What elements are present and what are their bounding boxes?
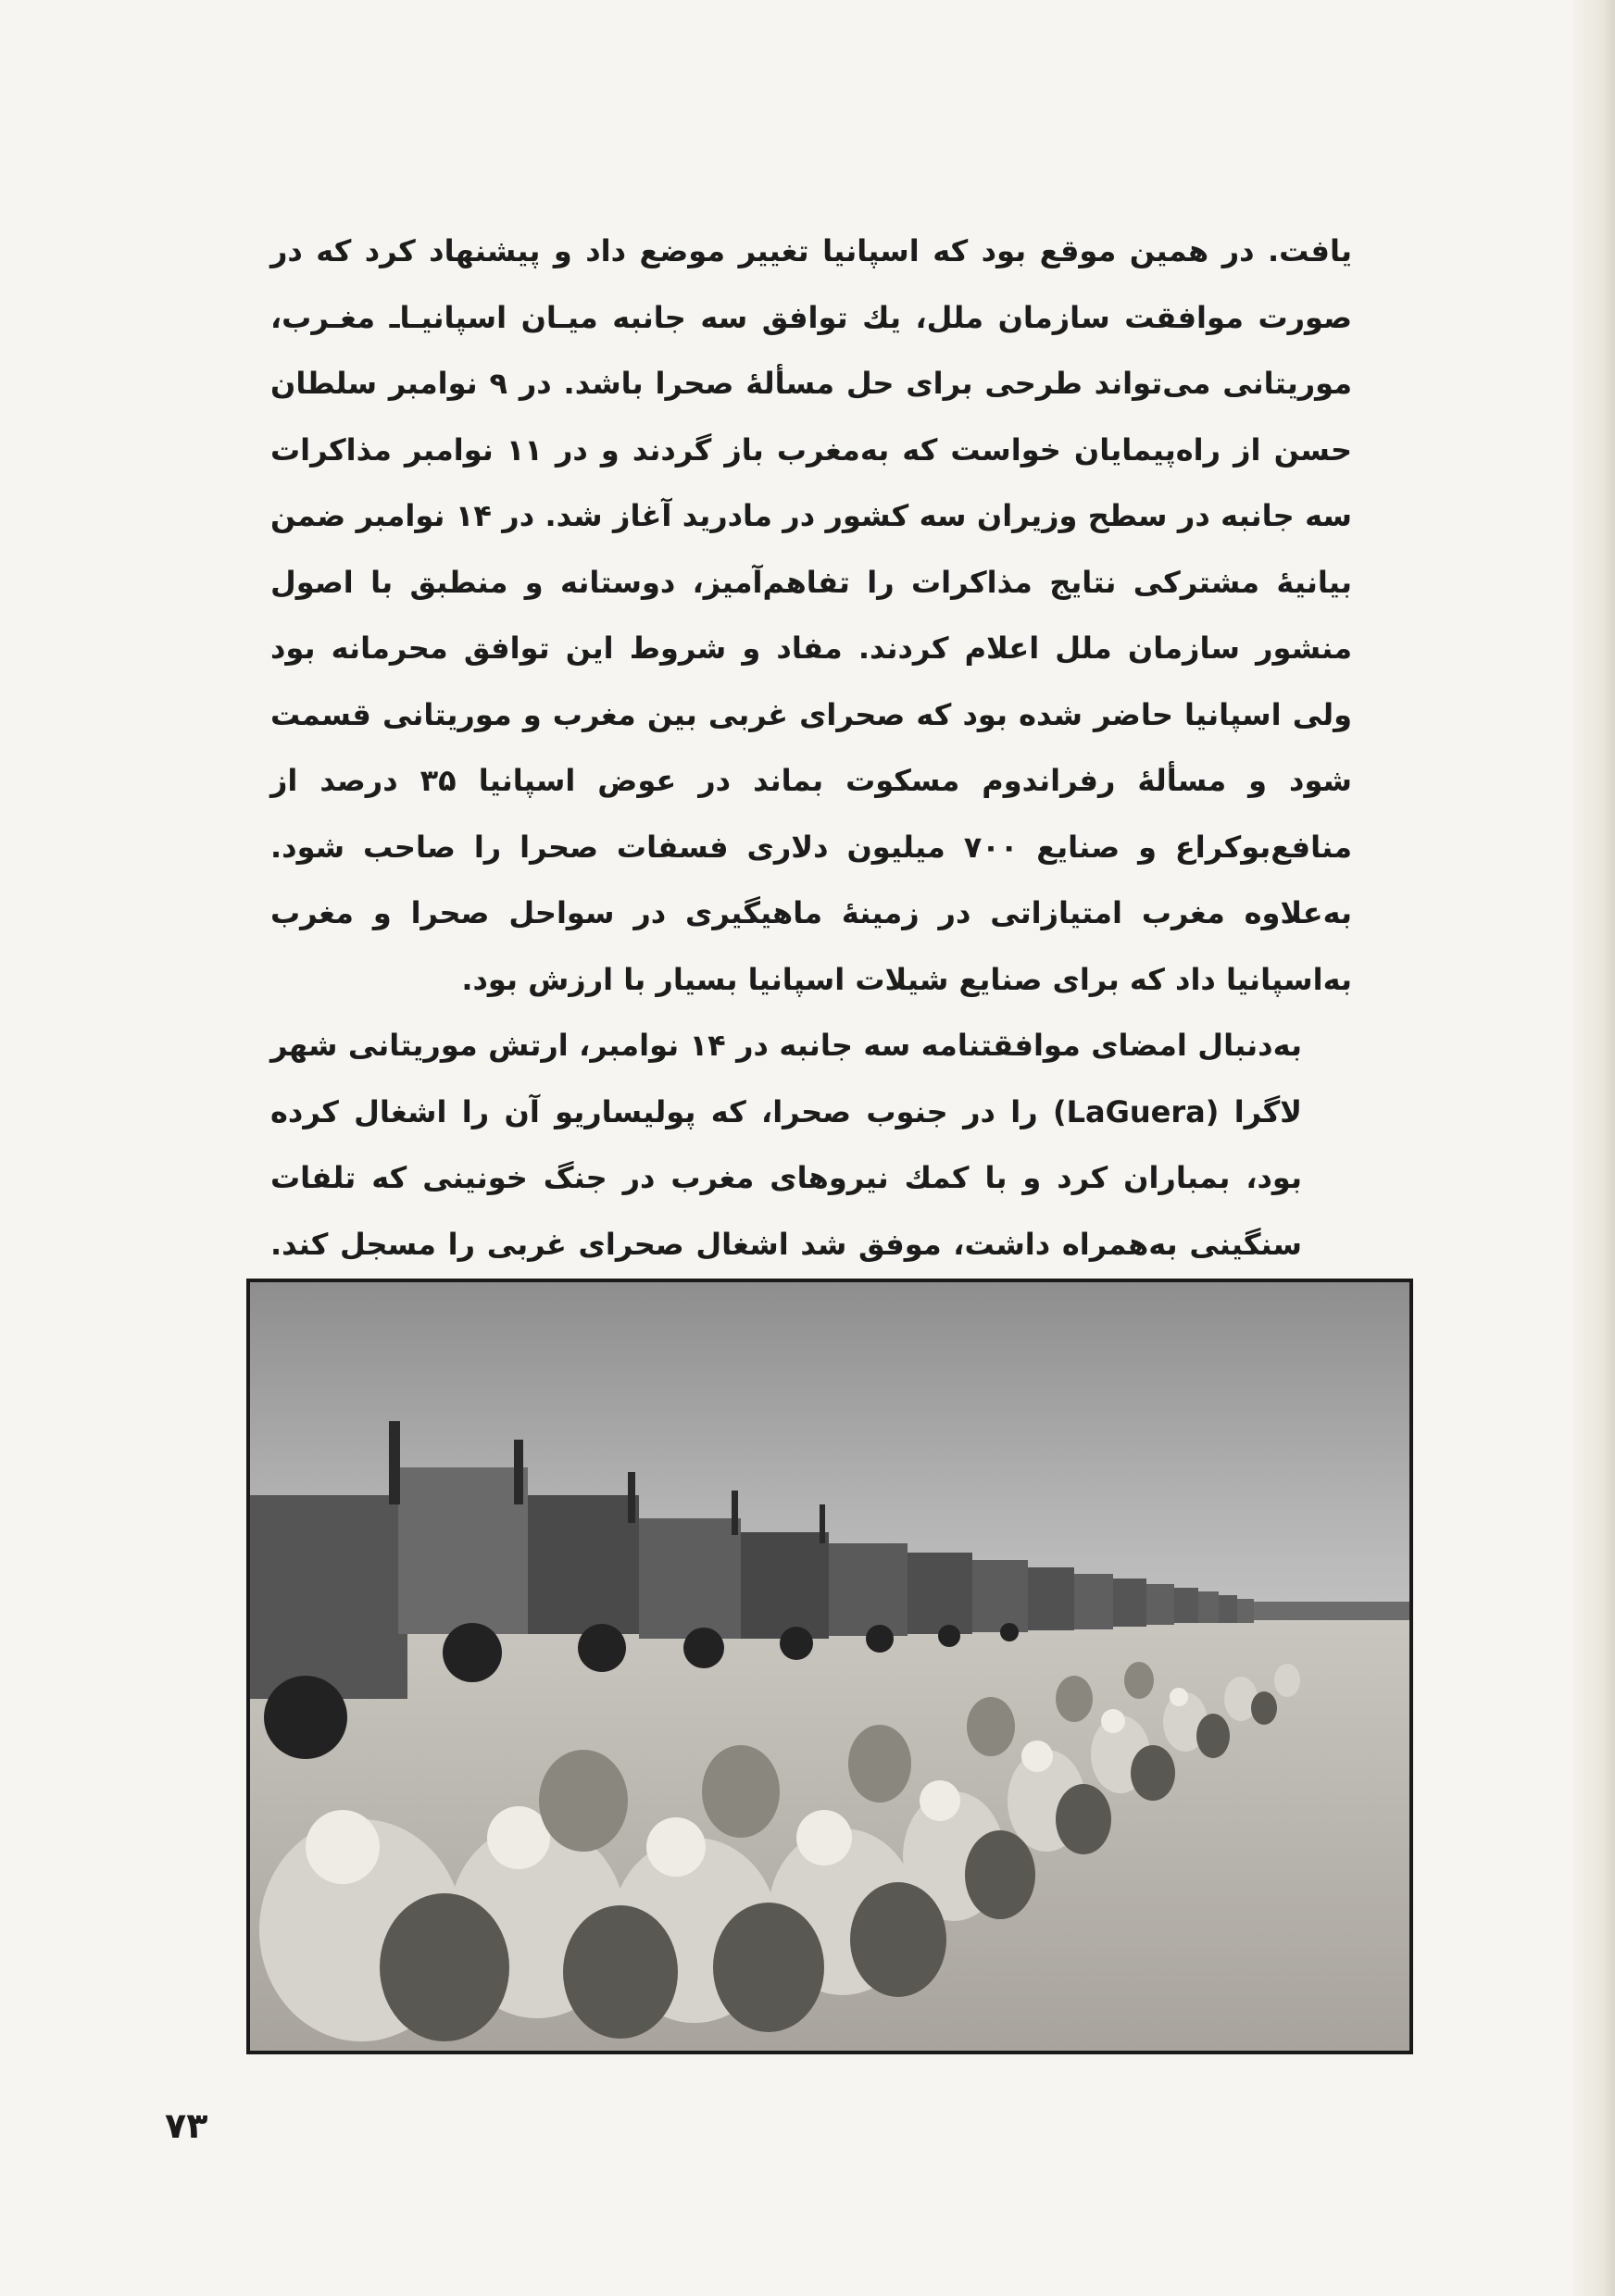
photograph-trucks-and-seated-people-icon — [246, 1279, 1413, 2054]
paragraph-2: به‌دنبال امضای موافقتنامه سه جانبه در ۱۴ نوامبر، ارتش موریتانی شهر لاگرا (LaGuera) را در جنوب صحرا، که پولیساریو آن را اشغال کرده بود، بمباران کرد و با کمك نیروهای مغرب در جنگ خونینی که تلفات سنگینی به‌همراه داشت، موفق شد اشغال صحرای غربی را مسجل کند. — [270, 1028, 1303, 1262]
page-number: ۷۳ — [165, 2105, 208, 2146]
body-text — [270, 218, 1352, 1344]
paragraph-1: یافت. در همین موقع بود که اسپانیا تغییر موضع داد و پیشنهاد کرد که در صورت موافقت سازمان ملل، یك توافق سه جانبه میـان اسپانیـاـ مغـرب، موریتانی می‌تواند طرحی برای حل مسألهٔ صحرا باشد. در ۹ نوامبر سلطان حسن از راه‌پیمایان خواست که به‌مغرب باز گردند و در ۱۱ نوامبر مذاکرات سه جانبه در سطح وزیران سه کشور در مادرید آغاز شد. در ۱۴ نوامبر ضمن بیانیهٔ مشترکی نتایج مذاکرات را تفاهم‌آمیز، دوستانه و منطبق با اصول منشور سازمان ملل اعلام کردند. مفاد و شروط این توافق محرمانه بود ولی اسپانیا حاضر شده بود که صحرای غربی بین مغرب و موریتانی قسمت شود و مسألهٔ رفراندوم مسکوت بماند در عوض اسپانیا ۳۵ درصد از منافع‌بوکراع و صنایع ۷۰۰ میلیون دلاری فسفات صحرا را صاحب شود. به‌علاوه مغرب امتیازاتی در زمینهٔ ماهیگیری در سواحل صحرا و مغرب به‌اسپانیا داد که برای صنایع شیلات اسپانیا بسیار با ارزش بود. — [270, 233, 1353, 997]
scan-edge — [1572, 0, 1615, 2296]
